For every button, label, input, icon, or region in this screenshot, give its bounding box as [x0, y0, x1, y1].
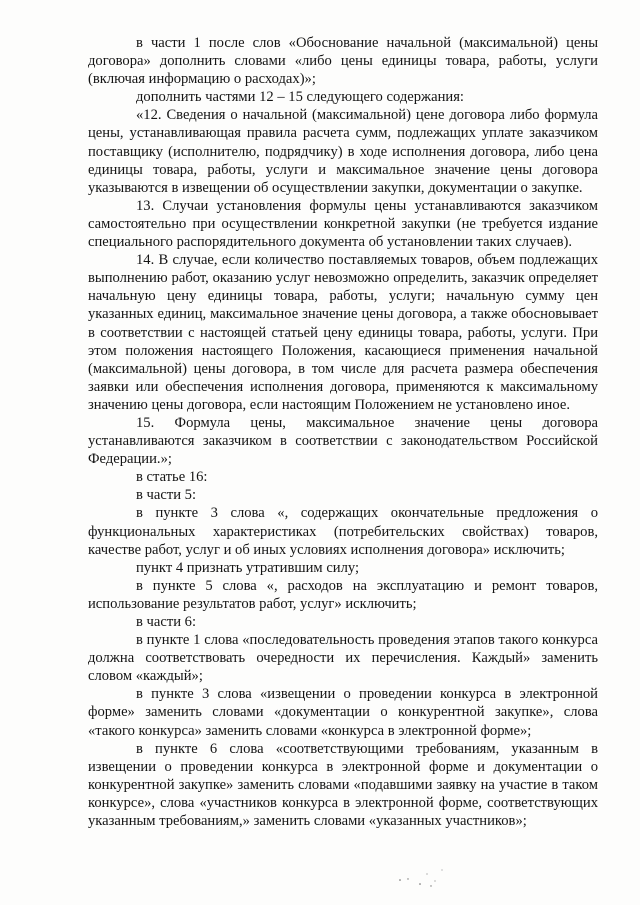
paragraph-clause-13: 13. Случаи установления формулы цены устанавливаются заказчиком самостоятельно при осуществлении конкретной закупки (не требуется издание специального распорядительного документа об установлении таких случаев).	[88, 197, 598, 251]
paragraph-clause-14: 14. В случае, если количество поставляемых товаров, объем подлежащих выполнению работ, оказанию услуг невозможно определить, заказчик определяет начальную цену единицы товара, работы, услуги; начальную сумму цен указанных единиц, максимальное значение цены договора, а также обосновывает в соответствии с настоящей статьей цену единицы товара, работы, услуги. При этом положения настоящего Положения, касающиеся применения начальной (максимальной) цены договора, в том числе для расчета размера обеспечения заявки или обеспечения исполнения договора, применяются к максимальному значению цены договора, если настоящим Положением не установлено иное.	[88, 252, 598, 413]
paragraph-item-5: в пункте 5 слова «, расходов на эксплуатацию и ремонт товаров, использование результатов работ, услуг» исключить;	[88, 577, 598, 612]
paragraph-part6-item-1: в пункте 1 слова «последовательность проведения этапов такого конкурса должна соответствовать очередности их перечисления. Каждый» заменить словом «каждый»;	[88, 632, 598, 685]
paragraph-part-6: в части 6:	[136, 614, 197, 630]
paragraph-part6-item-3: в пункте 3 слова «извещении о проведении конкурса в электронной форме» заменить словами «документации о конкурентной закупке», слова «такого конкурса» заменить словами «конкурса в электронной форме»;	[88, 686, 598, 739]
paragraph-item-4: пункт 4 признать утратившим силу;	[136, 559, 360, 576]
paragraph-clause-15: 15. Формула цены, максимальное значение цены договора устанавливаются заказчиком в соответствии с законодательством Российской Федерации.»;	[88, 414, 598, 468]
document-body	[88, 34, 598, 830]
paragraph-part1-amendment: в части 1 после слов «Обоснование начальной (максимальной) цены договора» дополнить словами «либо цены единицы товара, работы, услуги (включая информацию о расходах)»;	[88, 35, 598, 88]
paragraph-item-3: в пункте 3 слова «, содержащих окончательные предложения о функциональных характеристиках (потребительских свойствах) товаров, качестве работ, услуг и об иных условиях исполнения договора» исключить;	[88, 505, 598, 558]
paragraph-part6-item-6: в пункте 6 слова «соответствующими требованиям, указанным в извещении о проведении конкурса в электронной форме и документации о конкурентной закупке» заменить словами «подавшими заявку на участие в таком конкурсе», слова «участников конкурса в электронной форме, соответствующих указанным требованиям,» заменить словами «указанных участников»;	[88, 740, 598, 830]
paragraph-add-parts: дополнить частями 12 – 15 следующего содержания:	[136, 89, 464, 106]
paragraph-article-16: в статье 16:	[136, 469, 208, 486]
paragraph-part-5: в части 5:	[136, 487, 197, 504]
paragraph-clause-12: «12. Сведения о начальной (максимальной) цене договора либо формула цены, устанавливающая правила расчета сумм, подлежащих уплате заказчиком поставщику (исполнителю, подрядчику) в ходе исполнения договора, либо цена единицы товара, работы, услуги и максимальное значение цены договора указываются в извещении об осуществлении закупки, документации о закупке.	[88, 107, 598, 196]
scan-noise-marks	[380, 862, 460, 892]
